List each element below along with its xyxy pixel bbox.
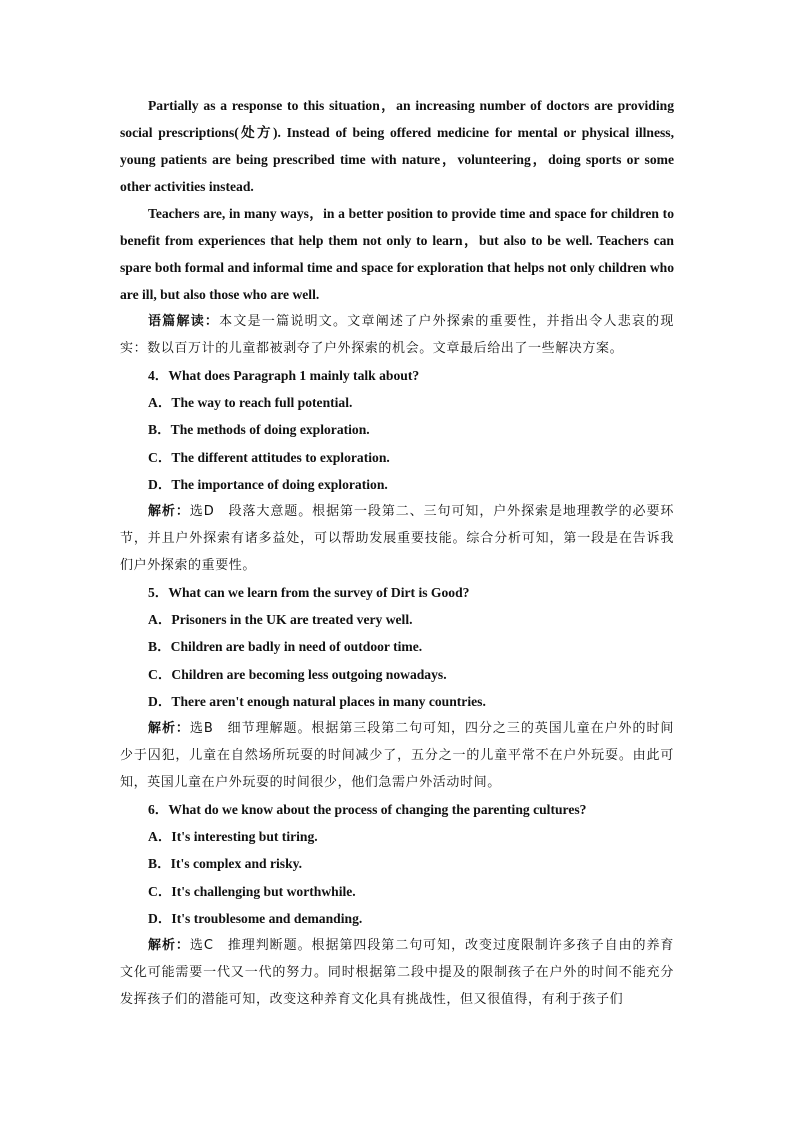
explanation-label: 解析： [148, 721, 190, 737]
explanation-text: 选C 推理判断题。根据第四段第二句可知，改变过度限制许多孩子自由的养育文化可能需要一代又一代的努力。同时根据第二段中提及的限制孩子在户外的时间不能充分发挥孩子们的潜能可知，改变这种养育文化具有挑战性，但又很值得，有利于孩子们 [120, 938, 674, 1008]
document-page [120, 92, 674, 1013]
analysis-label: 语篇解读： [148, 314, 220, 329]
question-6-option-a: A．It's interesting but tiring. [148, 829, 318, 845]
passage-analysis [120, 308, 674, 362]
passage-paragraph-2: Teachers are, in many ways，in a better position to provide time and space for children to benefit from experiences that help them not only to learn，but also to be well. Teachers can spare both formal and informal time and space for exploration that helps not only children who are ill, but also those who are well. [120, 206, 674, 302]
explanation-label: 解析： [148, 938, 190, 954]
analysis-text: 本文是一篇说明文。文章阐述了户外探索的重要性，并指出令人悲哀的现实：数以百万计的儿童都被剥夺了户外探索的机会。文章最后给出了一些解决方案。 [120, 314, 674, 356]
question-5-stem: 5．What can we learn from the survey of Dirt is Good? [148, 585, 470, 601]
question-4-option-b: B．The methods of doing exploration. [148, 422, 370, 438]
question-6-stem: 6．What do we know about the process of changing the parenting cultures? [148, 802, 587, 818]
explanation-text: 选D 段落大意题。根据第一段第二、三句可知，户外探索是地理教学的必要环节，并且户外探索有诸多益处，可以帮助发展重要技能。综合分析可知，第一段是在告诉我们户外探索的重要性。 [120, 504, 674, 574]
question-5-option-c: C．Children are becoming less outgoing nowadays. [148, 666, 447, 682]
question-4-stem: 4．What does Paragraph 1 mainly talk about? [148, 368, 420, 383]
question-6-explanation [120, 932, 674, 1013]
explanation-text: 选B 细节理解题。根据第三段第二句可知，四分之三的英国儿童在户外的时间少于囚犯，儿童在自然场所玩耍的时间减少了，五分之一的儿童平常不在户外玩耍。由此可知，英国儿童在户外玩耍的时间很少，他们急需户外活动时间。 [120, 721, 674, 791]
passage-paragraph-1: Partially as a response to this situation，an increasing number of doctors are providing social prescriptions(处方). Instead of being offered medicine for mental or physical illness, young patients are being prescribed time with nature，volunteering，doing sports or some other activities instead. [120, 98, 674, 194]
question-6-option-c: C．It's challenging but worthwhile. [148, 883, 356, 899]
question-4-option-a: A．The way to reach full potential. [148, 395, 353, 411]
question-6-option-b: B．It's complex and risky. [148, 856, 303, 872]
question-5-option-a: A．Prisoners in the UK are treated very well. [148, 612, 413, 628]
explanation-label: 解析： [148, 504, 190, 520]
question-5-explanation [120, 715, 674, 796]
question-4-option-c: C．The different attitudes to exploration. [148, 449, 390, 465]
question-4-option-d: D．The importance of doing exploration. [148, 476, 388, 492]
question-5-option-b: B．Children are badly in need of outdoor time. [148, 639, 423, 655]
question-5-option-d: D．There aren't enough natural places in many countries. [148, 693, 486, 709]
question-6-option-d: D．It's troublesome and demanding. [148, 910, 363, 926]
question-4-explanation [120, 498, 674, 579]
